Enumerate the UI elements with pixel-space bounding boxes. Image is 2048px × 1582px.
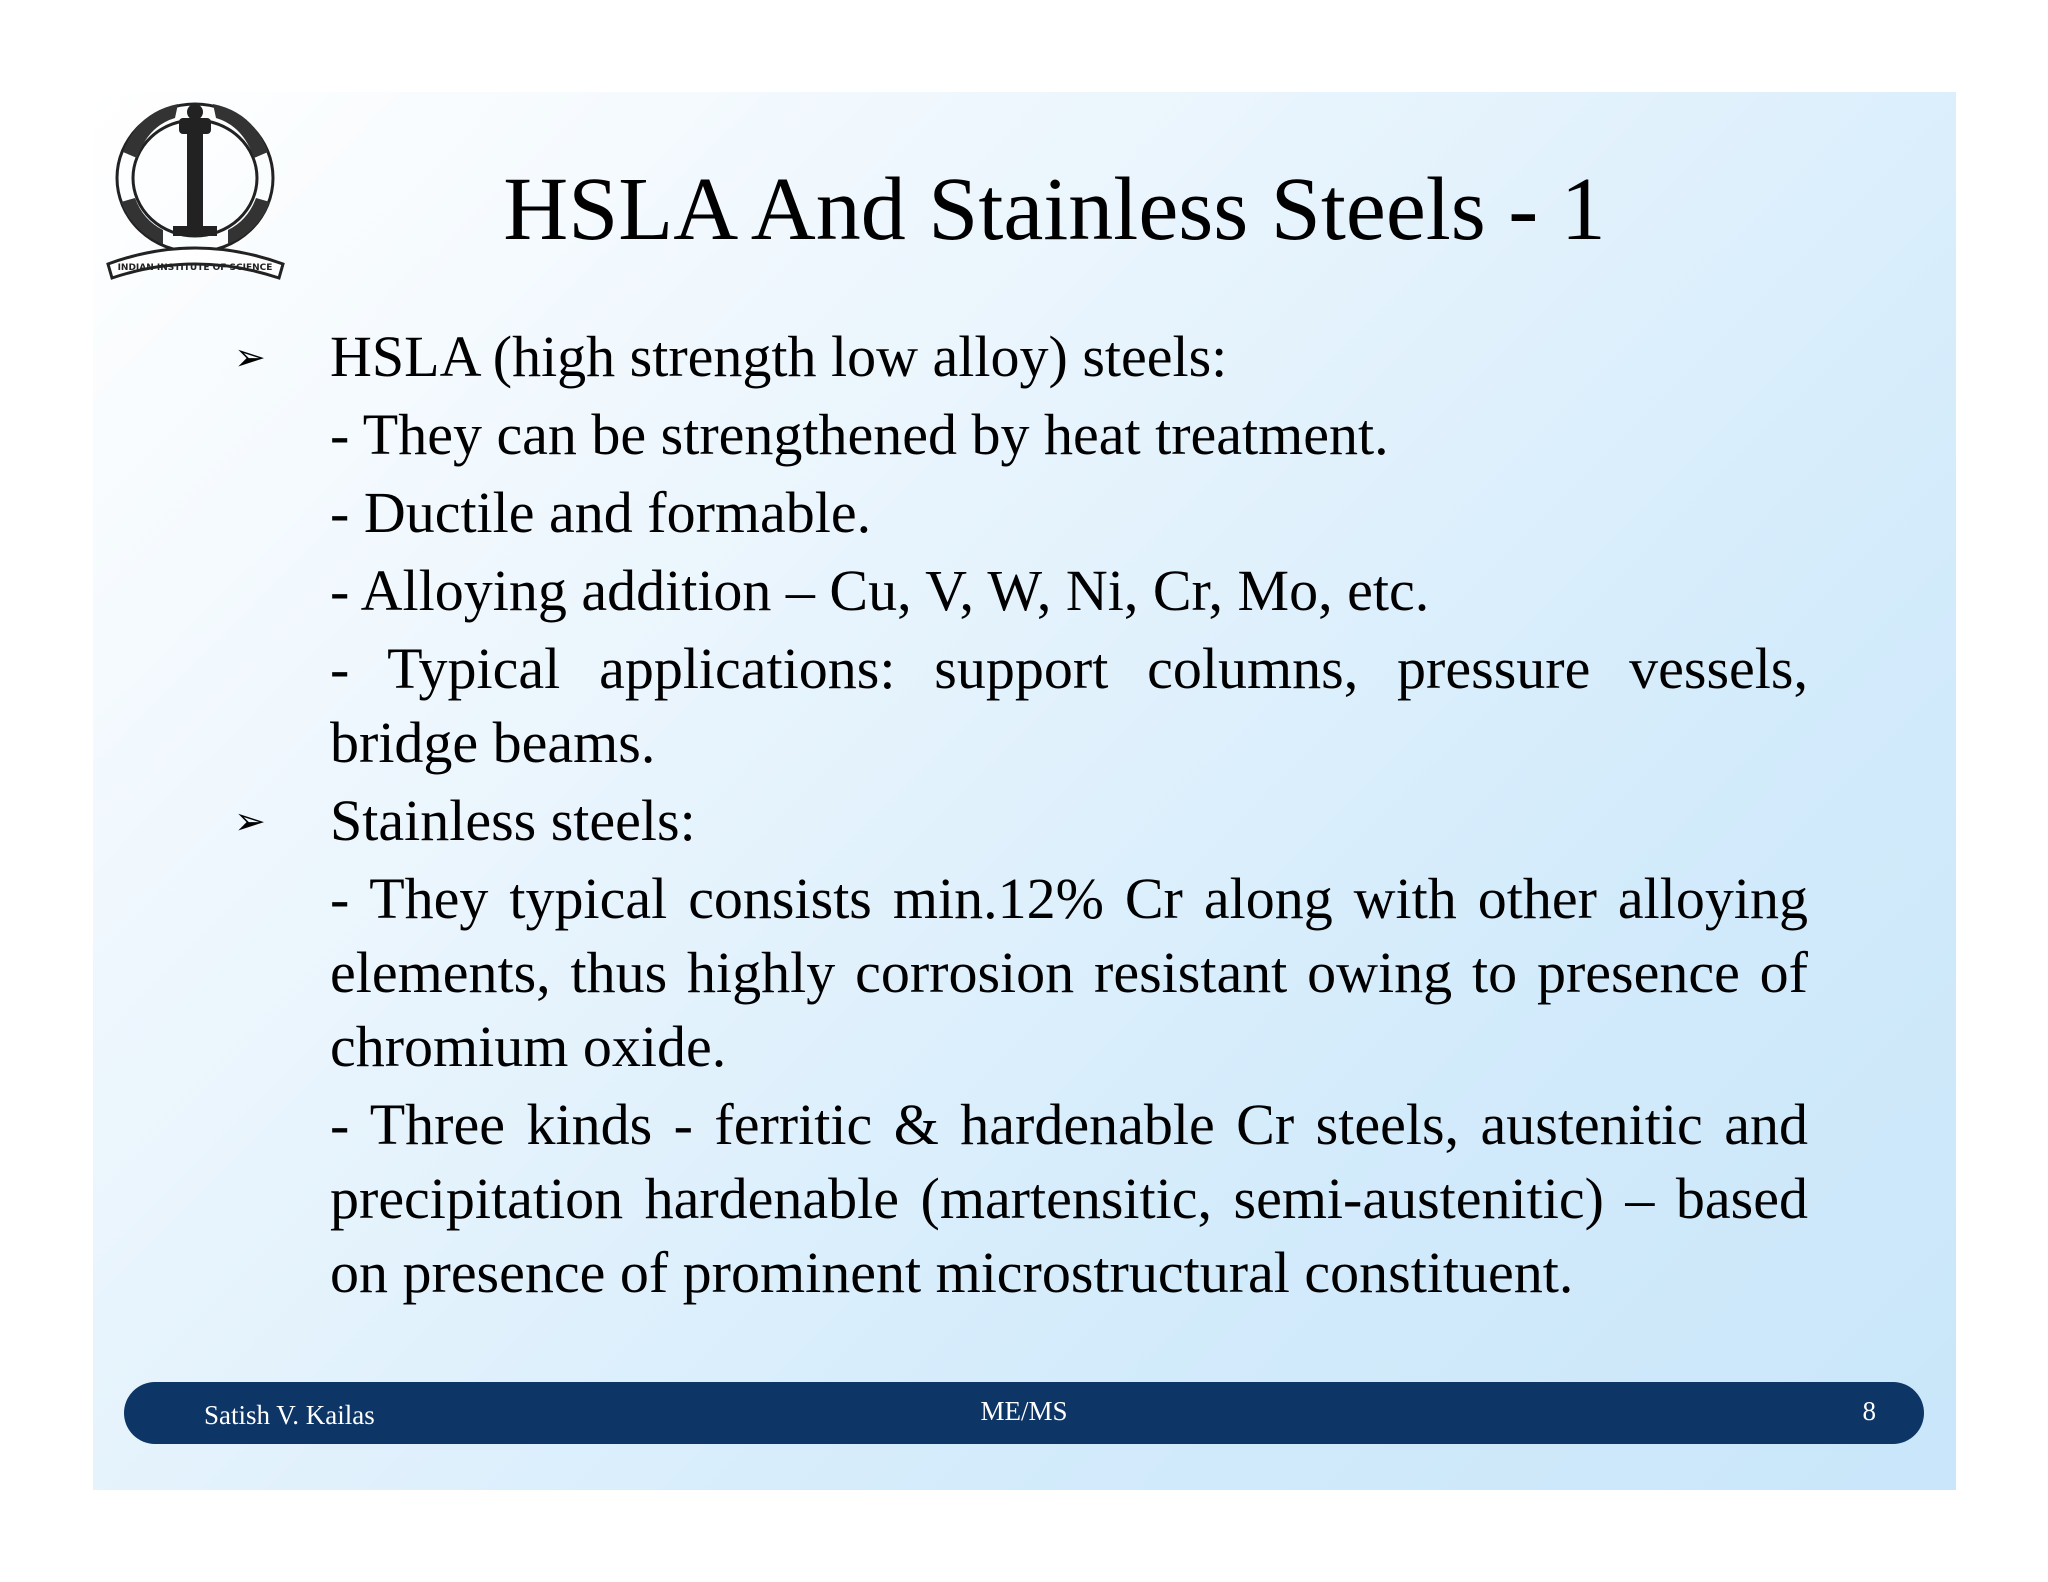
list-item: - Alloying addition – Cu, V, W, Ni, Cr, Mo, etc.	[330, 558, 1430, 623]
footer-author: Satish V. Kailas	[204, 1400, 375, 1430]
list-item: - They can be strengthened by heat treatment.	[330, 402, 1389, 467]
footer-page-number: 8	[1862, 1396, 1876, 1426]
heading-text: HSLA (high strength low alloy) steels:	[330, 324, 1228, 389]
slide	[93, 92, 1956, 1490]
list-item: - They typical consists min.12% Cr along with other alloying elements, thus highly corrosion resistant owing to presence of chromium oxide.	[330, 866, 1808, 1079]
arrow-bullet-icon: ➢	[234, 799, 266, 843]
list-item: - Three kinds - ferritic & hardenable Cr steels, austenitic and precipitation hardenable (martensitic, semi-austenitic) – based on presence of prominent microstructural constituent.	[330, 1092, 1808, 1305]
arrow-bullet-icon: ➢	[234, 335, 266, 379]
slide-body	[234, 320, 1808, 1314]
emblem-text: INDIAN INSTITUTE OF SCIENCE	[117, 263, 273, 273]
bullet-heading-hsla	[234, 320, 1808, 394]
slide-title: HSLA And Stainless Steels - 1	[503, 160, 1606, 259]
footer-bar	[124, 1382, 1924, 1444]
list-item: - Ductile and formable.	[330, 480, 872, 545]
heading-text: Stainless steels:	[330, 788, 696, 853]
footer-department: ME/MS	[980, 1396, 1068, 1426]
list-item: - Typical applications: support columns, pressure vessels, bridge beams.	[330, 636, 1808, 775]
bullet-heading-stainless	[234, 784, 1808, 858]
